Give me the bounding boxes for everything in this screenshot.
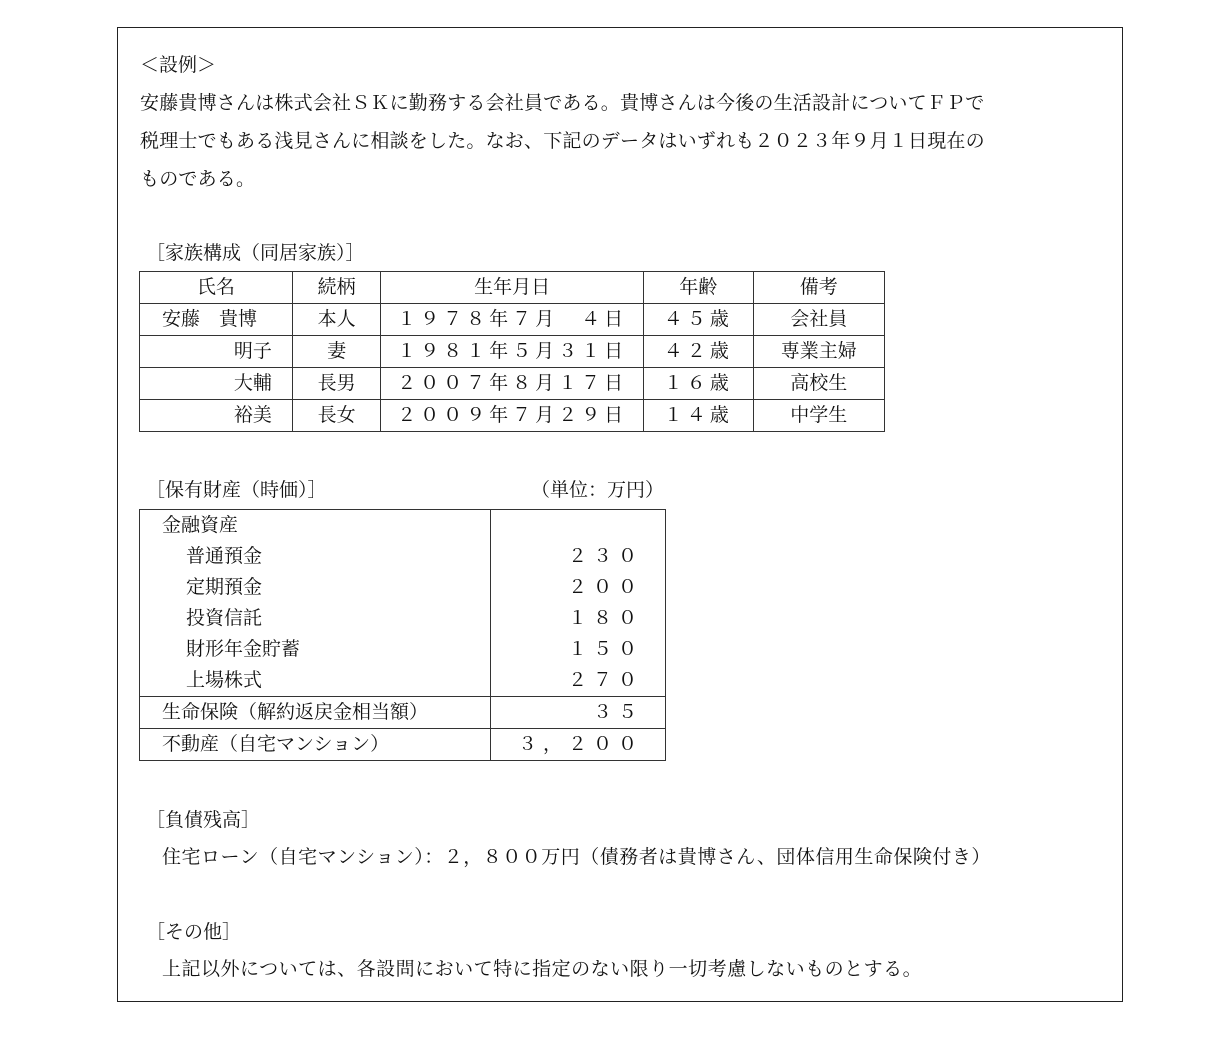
other-title: ［その他］	[146, 921, 242, 943]
table-row	[140, 368, 885, 400]
life-insurance-label: 生命保険（解約返戻金相当額）	[162, 701, 429, 723]
other-text: 上記以外については、各設問において特に指定のない限り一切考慮しないものとする。	[162, 958, 923, 980]
header-age: 年齢	[643, 272, 753, 304]
header-birth: 生年月日	[381, 272, 644, 304]
assets-table	[139, 509, 666, 761]
member-relation: 長男	[292, 368, 380, 400]
member-note: 高校生	[753, 368, 884, 400]
financial-values-cell	[491, 510, 666, 697]
header-name: 氏名	[140, 272, 293, 304]
asset-label: 投資信託	[186, 607, 263, 629]
asset-value: ２７０	[567, 669, 643, 691]
table-row	[140, 510, 666, 697]
member-name: 裕美	[140, 400, 293, 432]
header-note: 備考	[753, 272, 884, 304]
table-row	[140, 729, 666, 761]
asset-value: ２３０	[567, 545, 643, 567]
table-row	[140, 336, 885, 368]
intro-line: 安藤貴博さんは株式会社ＳＫに勤務する会社員である。貴博さんは今後の生活設計についてＦＰで	[140, 92, 985, 114]
real-estate-value: ３，２００	[517, 733, 643, 755]
member-age: １４歳	[643, 400, 753, 432]
header-relation: 続柄	[292, 272, 380, 304]
member-age: ４５歳	[643, 304, 753, 336]
member-note: 中学生	[753, 400, 884, 432]
family-table	[139, 271, 885, 432]
assets-unit: （単位：万円）	[531, 479, 665, 501]
financial-assets-cell	[140, 510, 491, 697]
liabilities-title: ［負債残高］	[146, 809, 261, 831]
member-birth: １９７８年７月 ４日	[381, 304, 644, 336]
member-name: 大輔	[140, 368, 293, 400]
liabilities-text: 住宅ローン（自宅マンション）：２，８００万円（債務者は貴博さん、団体信用生命保険付き）	[162, 846, 991, 868]
heading: ＜設例＞	[140, 54, 217, 76]
member-birth: １９８１年５月３１日	[381, 336, 644, 368]
member-age: ４２歳	[643, 336, 753, 368]
member-relation: 本人	[292, 304, 380, 336]
asset-value: １５０	[567, 638, 643, 660]
member-note: 専業主婦	[753, 336, 884, 368]
intro-line: 税理士でもある浅見さんに相談をした。なお、下記のデータはいずれも２０２３年９月１日現在の	[140, 130, 985, 152]
asset-value: ２００	[567, 576, 643, 598]
table-row	[140, 697, 666, 729]
member-relation: 長女	[292, 400, 380, 432]
member-birth: ２００９年７月２９日	[381, 400, 644, 432]
asset-label: 普通預金	[186, 545, 263, 567]
assets-title: ［保有財産（時価）］	[146, 479, 327, 501]
asset-label: 財形年金貯蓄	[186, 638, 301, 660]
member-birth: ２００７年８月１７日	[381, 368, 644, 400]
financial-assets-label: 金融資産	[162, 514, 239, 536]
asset-label: 上場株式	[186, 669, 263, 691]
member-name: 安藤 貴博	[140, 304, 293, 336]
real-estate-label: 不動産（自宅マンション）	[162, 733, 390, 755]
member-relation: 妻	[292, 336, 380, 368]
intro-line: ものである。	[140, 168, 256, 190]
life-insurance-value: ３５	[592, 701, 643, 723]
member-name: 明子	[140, 336, 293, 368]
table-header-row	[140, 272, 885, 304]
table-row	[140, 304, 885, 336]
family-title: ［家族構成（同居家族）］	[146, 242, 365, 264]
member-age: １６歳	[643, 368, 753, 400]
member-note: 会社員	[753, 304, 884, 336]
asset-value: １８０	[567, 607, 643, 629]
asset-label: 定期預金	[186, 576, 263, 598]
table-row	[140, 400, 885, 432]
intro-text	[140, 90, 1120, 204]
